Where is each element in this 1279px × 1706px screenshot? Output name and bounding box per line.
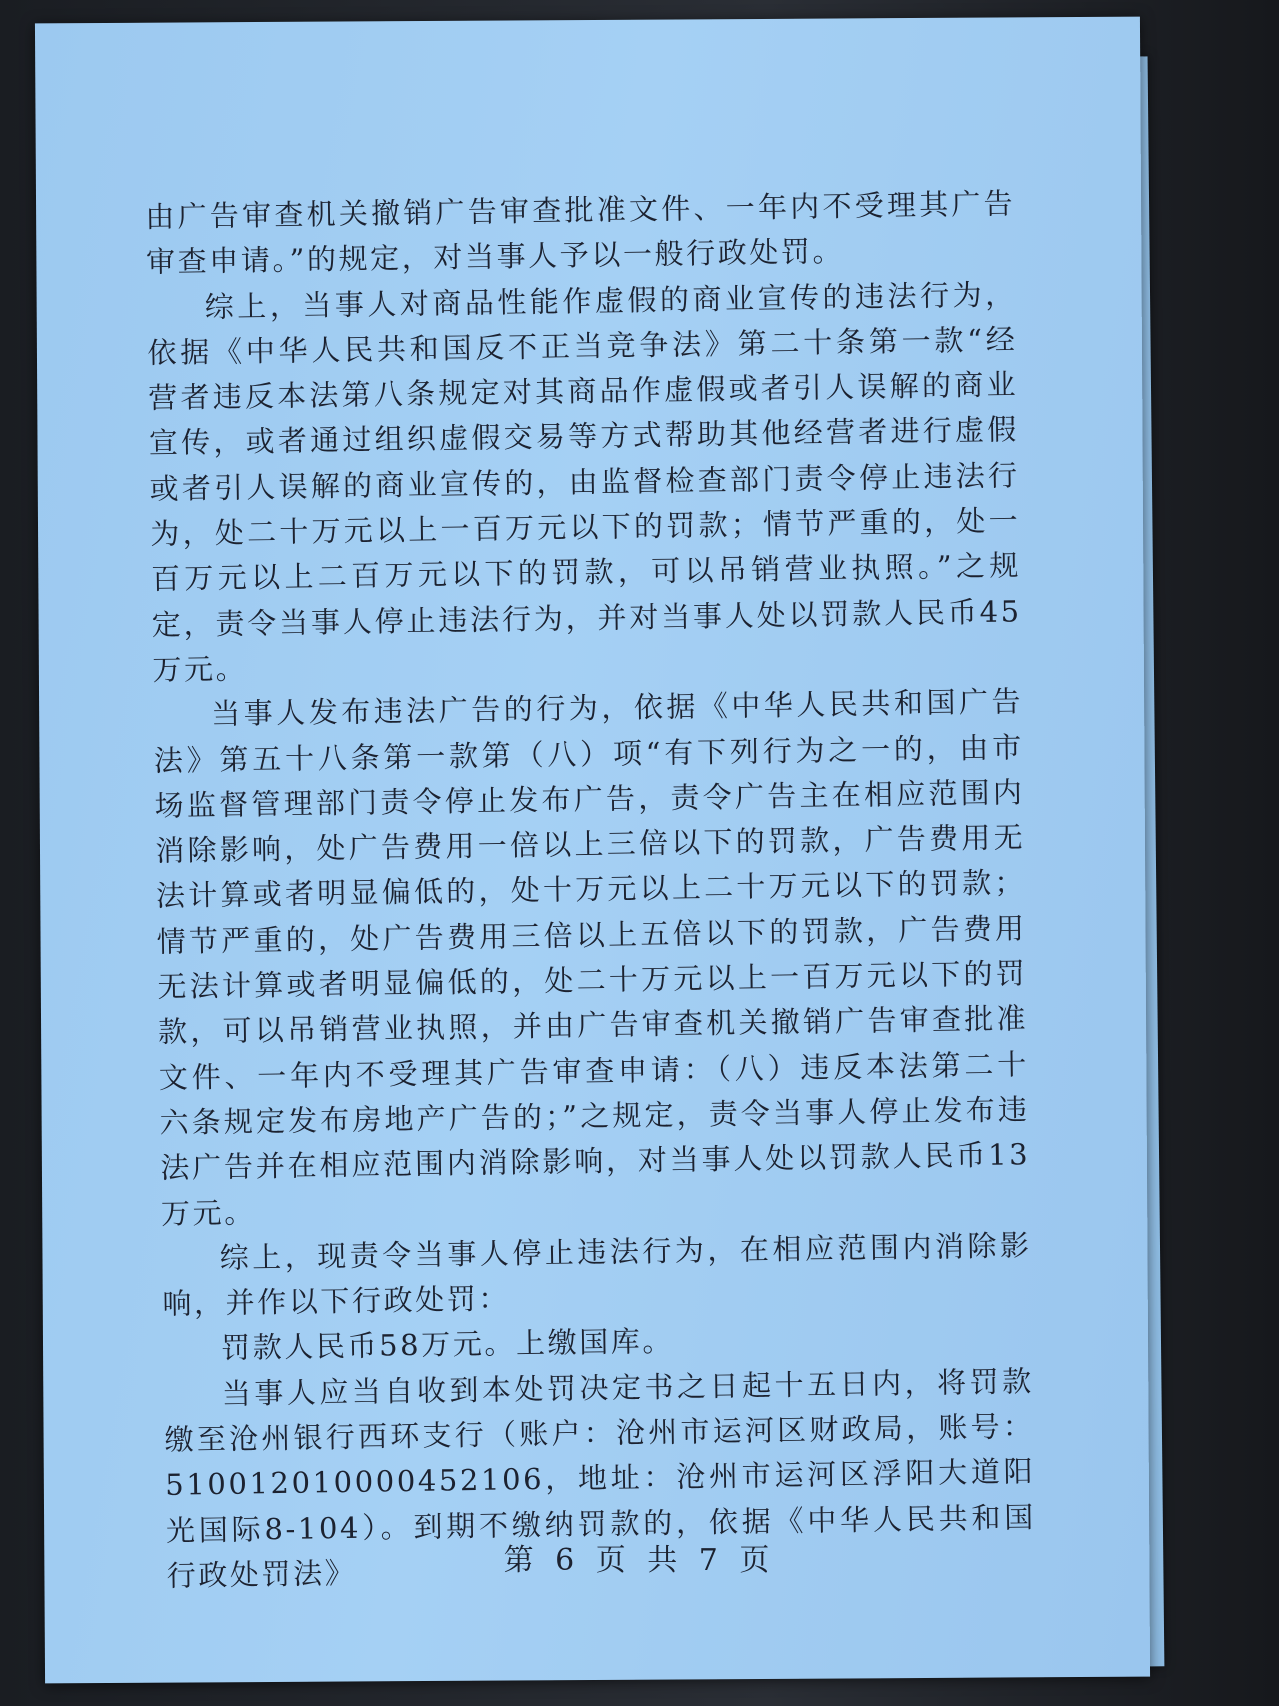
paragraph: 综上，当事人对商品性能作虚假的商业宣传的违法行为，依据《中华人民共和国反不正当竞争法》第二十条第一款“经营者违反本法第八条规定对其商品作虚假或者引人误解的商业宣传，或者通过组织虚假交易等方式帮助其他经营者进行虚假或者引人误解的商业宣传的，由监督检查部门责令停止违法行为，处二十万元以上一百万元以下的罚款；情节严重的，处一百万元以上二百万元以下的罚款，可以吊销营业执照。”之规定，责令当事人停止违法行为，并对当事人处以罚款人民币45万元。 [147, 276, 1022, 687]
document-body [145, 181, 1037, 1599]
page-number-footer: 第 6 页 共 7 页 [503, 1543, 776, 1578]
paragraph: 罚款人民币58万元。上缴国库。 [220, 1324, 675, 1366]
paragraph: 当事人应当自收到本处罚决定书之日起十五日内，将罚款缴至沧州银行西环支行（账户：沧州市运河区财政局，账号：510012010000452106，地址：沧州市运河区浮阳大道阳光国际8-104）。到期不缴纳罚款的，依据《中华人民共和国行政处罚法》 [164, 1363, 1037, 1593]
paragraph: 综上，现责令当事人停止违法行为，在相应范围内消除影响，并作以下行政处罚： [162, 1228, 1032, 1321]
paragraph: 由广告审查机关撤销广告审查批准文件、一年内不受理其广告审查申请。”的规定，对当事人予以一般行政处罚。 [145, 186, 1016, 280]
paragraph: 当事人发布违法广告的行为，依据《中华人民共和国广告法》第五十八条第一款第（八）项“有下列行为之一的，由市场监督管理部门责令停止发布广告，责令广告主在相应范围内消除影响，处广告费用一倍以上三倍以下的罚款，广告费用无法计算或者明显偏低的，处十万元以上二十万元以下的罚款；情节严重的，处广告费用三倍以上五倍以下的罚款，广告费用无法计算或者明显偏低的，处二十万元以上一百万元以下的罚款，可以吊销营业执照，并由广告审查机关撤销广告审查批准文件、一年内不受理其广告审查申请：（八）违反本法第二十六条规定发布房地产广告的；”之规定，责令当事人停止发布违法广告并在相应范围内消除影响，对当事人处以罚款人民币13万元。 [153, 684, 1031, 1231]
